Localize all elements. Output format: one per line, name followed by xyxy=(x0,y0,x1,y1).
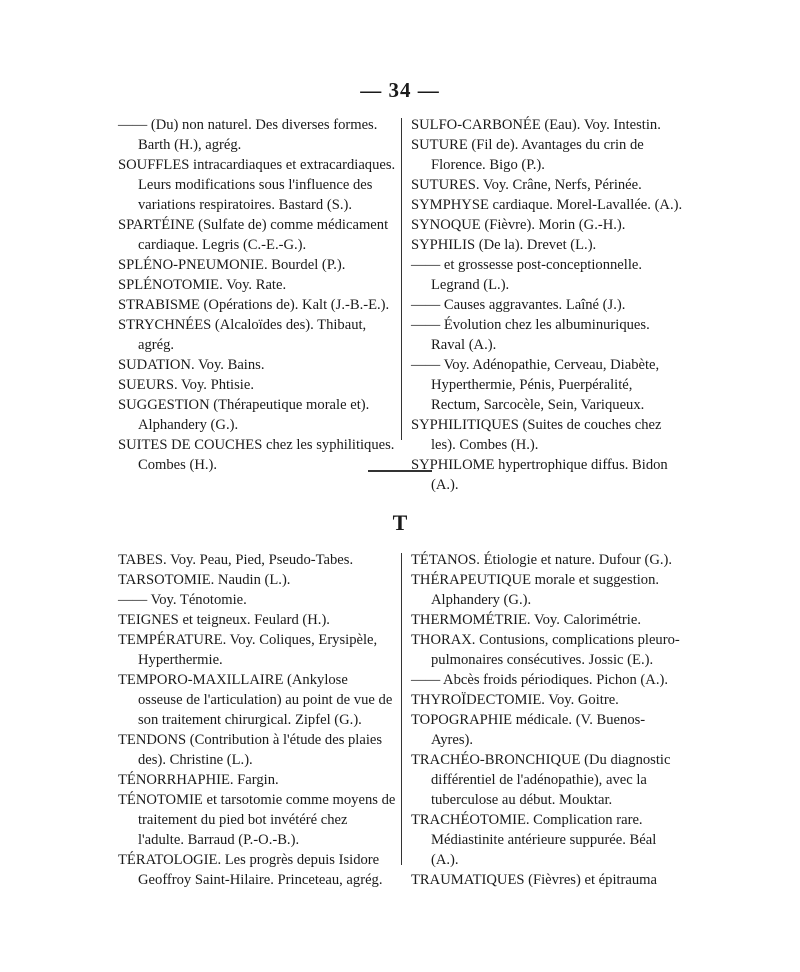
section-letter: T xyxy=(392,510,408,535)
index-entry: SPLÉNOTOMIE. Voy. Rate. xyxy=(118,277,287,293)
index-entry: —— (Du) non naturel. Des diverses formes. Barth (H.), agrég. xyxy=(118,117,378,153)
index-entry: SPARTÉINE (Sulfate de) comme médicament cardiaque. Legris (C.-E.-G.). xyxy=(118,217,389,253)
index-entry: TRACHÉO-BRONCHIQUE (Du diagnostic différentiel de l'adénopathie), avec la tuberculose au début. Mouktar. xyxy=(411,752,671,808)
index-entry: —— Voy. Adénopathie, Cerveau, Diabète, Hyperthermie, Pénis, Puerpéralité, Rectum, Sarcocèle, Sein, Variqueux. xyxy=(411,357,660,413)
index-entry: SYNOQUE (Fièvre). Morin (G.-H.). xyxy=(411,217,626,233)
section-separator xyxy=(368,470,432,472)
index-entry: TOPOGRAPHIE médicale. (V. Buenos-Ayres). xyxy=(411,712,646,748)
index-entry: SPLÉNO-PNEUMONIE. Bourdel (P.). xyxy=(118,257,346,273)
index-entry: STRABISME (Opérations de). Kalt (J.-B.-E.). xyxy=(118,297,390,313)
index-entry: —— et grossesse post-conceptionnelle. Legrand (L.). xyxy=(411,257,643,293)
index-entry: SUITES DE COUCHES chez les syphilitiques. Combes (H.). xyxy=(118,437,395,473)
index-entry: TÉRATOLOGIE. Les progrès depuis Isidore Geoffroy Saint-Hilaire. Princeteau, agrég. xyxy=(118,852,383,888)
index-entry: —— Voy. Ténotomie. xyxy=(118,592,247,608)
index-entry: SULFO-CARBONÉE (Eau). Voy. Intestin. xyxy=(411,117,661,133)
index-entry: —— Abcès froids périodiques. Pichon (A.). xyxy=(411,672,668,688)
index-entry: TEIGNES et teigneux. Feulard (H.). xyxy=(118,612,330,628)
index-entry: THÉRAPEUTIQUE morale et suggestion. Alphandery (G.). xyxy=(411,572,660,608)
index-entry: —— Causes aggravantes. Laîné (J.). xyxy=(411,297,626,313)
page-number: — 34 — xyxy=(360,78,440,102)
index-entry: SUDATION. Voy. Bains. xyxy=(118,357,265,373)
index-entry: SUEURS. Voy. Phtisie. xyxy=(118,377,254,393)
index-entry: TABES. Voy. Peau, Pied, Pseudo-Tabes. xyxy=(118,552,354,568)
index-entry: SYPHILOME hypertrophique diffus. Bidon (A.). xyxy=(411,457,668,493)
bottom-left-column xyxy=(118,550,396,890)
index-entry: THYROÏDECTOMIE. Voy. Goitre. xyxy=(411,692,619,708)
index-entry: SUGGESTION (Thérapeutique morale et). Alphandery (G.). xyxy=(118,397,370,433)
index-entry: THERMOMÉTRIE. Voy. Calorimétrie. xyxy=(411,612,641,628)
index-entry: TENDONS (Contribution à l'étude des plaies des). Christine (L.). xyxy=(118,732,383,768)
index-entry: TÉNORRHAPHIE. Fargin. xyxy=(118,772,279,788)
index-entry: TARSOTOMIE. Naudin (L.). xyxy=(118,572,291,588)
index-entry: TEMPÉRATURE. Voy. Coliques, Erysipèle, Hyperthermie. xyxy=(118,632,378,668)
index-entry: —— Évolution chez les albuminuriques. Raval (A.). xyxy=(411,317,650,353)
index-entry: TÉNOTOMIE et tarsotomie comme moyens de traitement du pied bot invétéré chez l'adulte. Barraud (P.-O.-B.). xyxy=(118,792,396,848)
index-entry: STRYCHNÉES (Alcaloïdes des). Thibaut, agrég. xyxy=(118,317,367,353)
top-right-column xyxy=(411,115,683,495)
index-entry: SYPHILIS (De la). Drevet (L.). xyxy=(411,237,597,253)
index-entry: TRACHÉOTOMIE. Complication rare. Médiastinite antérieure suppurée. Béal (A.). xyxy=(411,812,657,868)
index-entry: TEMPORO-MAXILLAIRE (Ankylose osseuse de l'articulation) au point de vue de son traitement chirurgical. Zipfel (G.). xyxy=(118,672,393,728)
index-entry: SYMPHYSE cardiaque. Morel-Lavallée. (A.). xyxy=(411,197,683,213)
index-entry: SYPHILITIQUES (Suites de couches chez les). Combes (H.). xyxy=(411,417,662,453)
index-entry: TÉTANOS. Étiologie et nature. Dufour (G.). xyxy=(411,552,673,568)
column-divider xyxy=(401,553,402,865)
bottom-right-column xyxy=(411,550,683,890)
index-entry: SUTURE (Fil de). Avantages du crin de Florence. Bigo (P.). xyxy=(411,137,644,173)
column-divider xyxy=(401,118,402,440)
index-entry: THORAX. Contusions, complications pleuro-pulmonaires consécutives. Jossic (E.). xyxy=(411,632,680,668)
top-left-column xyxy=(118,115,396,475)
index-entry: SOUFFLES intracardiaques et extracardiaques. Leurs modifications sous l'influence des variations respiratoires. Bastard (S.). xyxy=(118,157,396,213)
index-entry: TRAUMATIQUES (Fièvres) et épitrauma xyxy=(411,872,658,888)
index-entry: SUTURES. Voy. Crâne, Nerfs, Périnée. xyxy=(411,177,642,193)
